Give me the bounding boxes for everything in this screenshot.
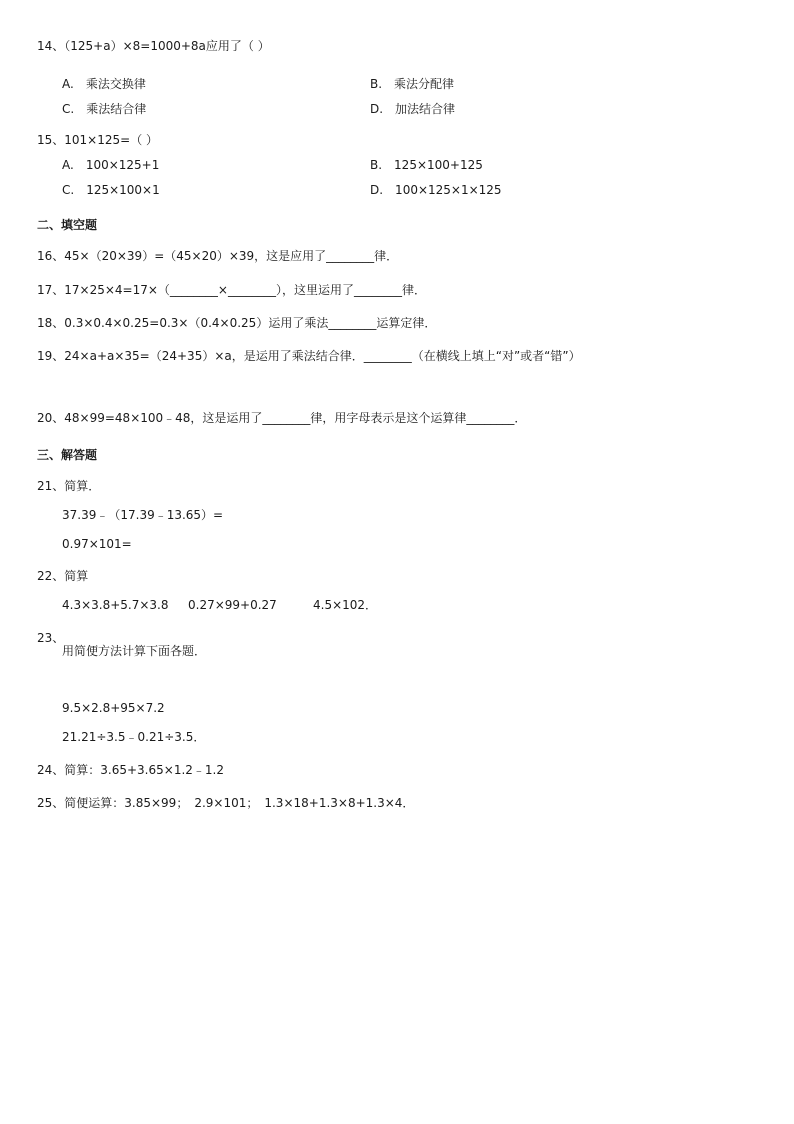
question-22-item-3: 4.5×102． <box>313 598 378 612</box>
question-22-item-2: 0.27×99+0.27 <box>188 598 277 612</box>
question-16: 16、45×（20×39）=（45×20）×39，这是应用了________律． <box>37 249 399 263</box>
question-14-option-b: B. 乘法分配律 <box>370 77 455 91</box>
question-15-option-d: D. 100×125×1×125 <box>370 183 502 197</box>
question-14-option-a: A. 乘法交换律 <box>62 77 146 91</box>
question-18: 18、0.3×0.4×0.25=0.3×（0.4×0.25）运用了乘法________运算定律． <box>37 316 437 330</box>
question-19: 19、24×a+a×35=（24+35）×a，是运用了乘法结合律．________（在横线上填上“对”或者“错”） <box>37 349 581 363</box>
question-14-option-c: C. 乘法结合律 <box>62 102 147 116</box>
question-23-line-2: 21.21÷3.5﹣0.21÷3.5． <box>62 730 206 744</box>
question-21-line-1: 37.39﹣（17.39﹣13.65）= <box>62 508 224 522</box>
question-17: 17、17×25×4=17×（________×________），这里运用了________律． <box>37 283 426 297</box>
question-23-title: 用简便方法计算下面各题． <box>62 644 207 658</box>
question-23-number: 23、 <box>37 631 65 645</box>
question-23-line-1: 9.5×2.8+95×7.2 <box>62 701 165 715</box>
section-solve-heading: 三、解答题 <box>37 448 98 462</box>
question-20: 20、48×99=48×100﹣48，这是运用了________律，用字母表示是这个运算律________． <box>37 411 527 425</box>
question-15-option-a: A. 100×125+1 <box>62 158 160 172</box>
question-15-option-b: B. 125×100+125 <box>370 158 483 172</box>
question-14-stem: 14、（125+a）×8=1000+8a应用了（ ） <box>37 39 270 53</box>
question-24: 24、简算：3.65+3.65×1.2﹣1.2 <box>37 763 224 777</box>
section-fill-in-heading: 二、填空题 <box>37 218 98 232</box>
question-22-title: 22、简算 <box>37 569 89 583</box>
question-21-line-2: 0.97×101= <box>62 537 132 551</box>
question-25: 25、简便运算：3.85×99； 2.9×101； 1.3×18+1.3×8+1.3×4． <box>37 796 415 810</box>
question-21-title: 21、简算． <box>37 479 101 493</box>
question-15-option-c: C. 125×100×1 <box>62 183 160 197</box>
question-14-option-d: D. 加法结合律 <box>370 102 456 116</box>
question-15-stem: 15、101×125=（ ） <box>37 133 159 147</box>
question-22-item-1: 4.3×3.8+5.7×3.8 <box>62 598 169 612</box>
